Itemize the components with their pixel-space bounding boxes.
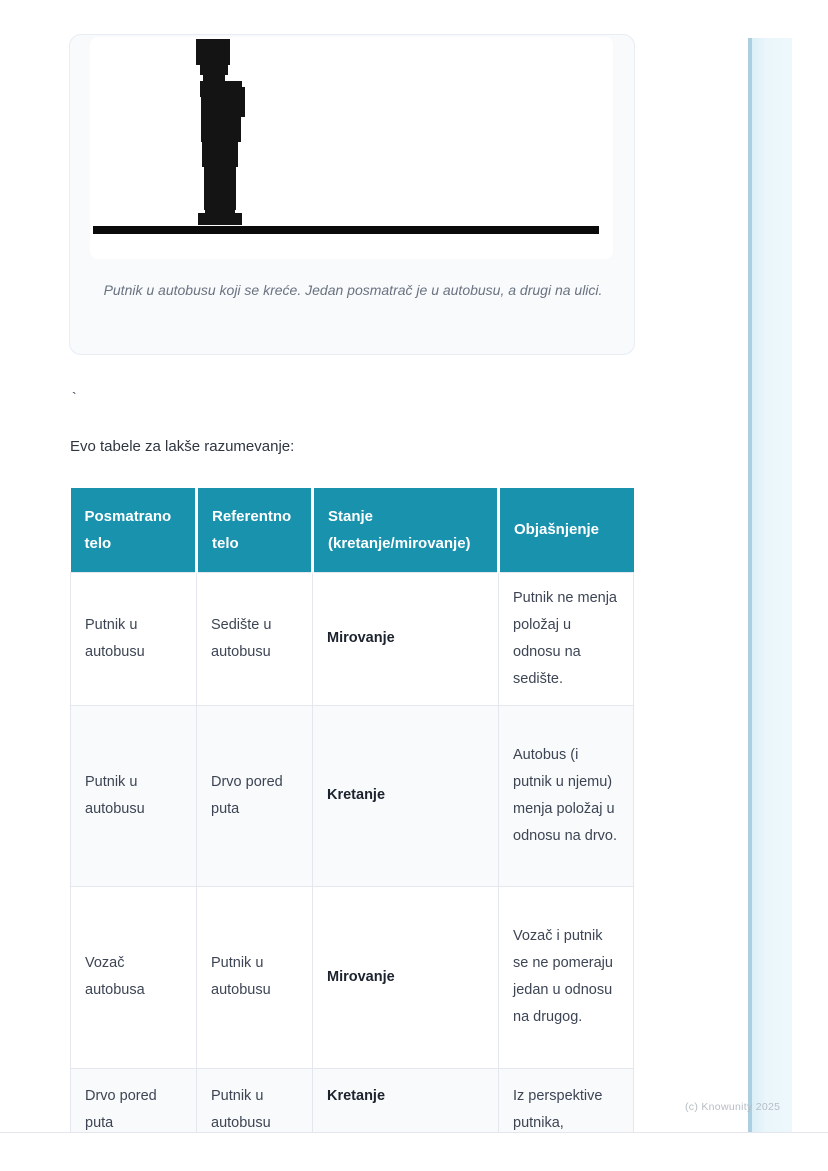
comparison-table: [70, 488, 634, 1171]
ground-line: [93, 226, 599, 234]
cell-objasnjenje: Putnik ne menja položaj u odnosu na sedište.: [499, 572, 634, 705]
cell-objasnjenje: Iz perspektive putnika,: [499, 1068, 634, 1171]
header-stanje: Stanje (kretanje/mirovanje): [313, 488, 499, 572]
header-objasnjenje: Objašnjenje: [499, 488, 634, 572]
figure-image: [90, 37, 613, 259]
side-scroll-strip: [748, 38, 792, 1132]
cell-referentno: Drvo pored puta: [197, 705, 313, 886]
cell-posmatrano: Drvo pored puta: [71, 1068, 197, 1171]
stray-backtick: `: [72, 389, 77, 405]
cell-referentno: Putnik u autobusu: [197, 1068, 313, 1171]
figure-card: [69, 34, 635, 355]
cell-referentno: Putnik u autobusu: [197, 886, 313, 1068]
cell-objasnjenje: Vozač i putnik se ne pomeraju jedan u odnosu na drugog.: [499, 886, 634, 1068]
cell-objasnjenje: Autobus (i putnik u njemu) menja položaj u odnosu na drvo.: [499, 705, 634, 886]
cell-stanje: Mirovanje: [313, 886, 499, 1068]
cell-referentno: Sedište u autobusu: [197, 572, 313, 705]
comparison-table-wrap: [70, 488, 633, 1171]
table-intro: Evo tabele za lakše razumevanje:: [70, 438, 295, 455]
person-silhouette-figure: [90, 37, 613, 259]
page-bottom-mask: [0, 1132, 828, 1171]
cell-stanje: Kretanje: [313, 705, 499, 886]
cell-posmatrano: Vozač autobusa: [71, 886, 197, 1068]
watermark-text: (c) Knowunity 2025: [685, 1101, 781, 1113]
table-row: [71, 572, 634, 705]
figure-caption: Putnik u autobusu koji se kreće. Jedan posmatrač je u autobusu, a drugi na ulici.: [103, 282, 603, 298]
header-posmatrano-telo: Posmatrano telo: [71, 488, 197, 572]
cell-stanje: Kretanje: [313, 1068, 499, 1171]
cell-posmatrano: Putnik u autobusu: [71, 572, 197, 705]
table-row: [71, 886, 634, 1068]
table-row: [71, 705, 634, 886]
cell-posmatrano: Putnik u autobusu: [71, 705, 197, 886]
table-header-row: [71, 488, 634, 572]
person-silhouette: [196, 39, 245, 225]
cell-stanje: Mirovanje: [313, 572, 499, 705]
header-referentno-telo: Referentno telo: [197, 488, 313, 572]
